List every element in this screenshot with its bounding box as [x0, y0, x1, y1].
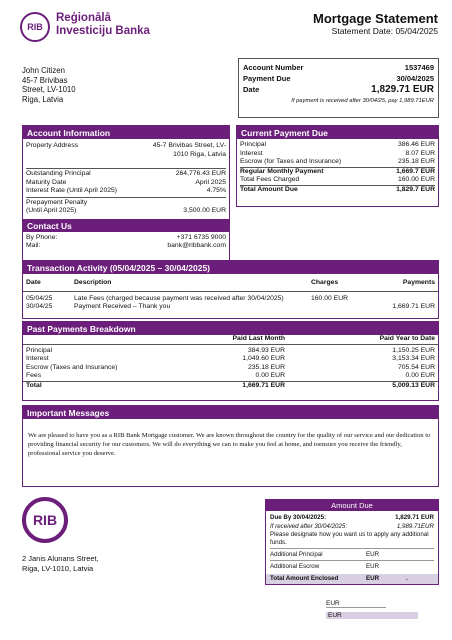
total-dot: .: [406, 575, 408, 582]
current-payment-title: Current Payment Due: [237, 126, 438, 139]
pp-ytd: 1,150.25 EUR: [392, 346, 435, 354]
account-info-title: Account Information: [23, 126, 229, 139]
pp-ytd: 3,153.34 EUR: [392, 355, 435, 362]
mail-value[interactable]: bank@ribbank.com: [167, 242, 226, 249]
instruction: Please designate how you want us to apply any additional funds.: [270, 531, 429, 546]
summary-box: [238, 58, 439, 118]
pp-last: 1,049.60 EUR: [242, 355, 285, 362]
current-payment-row: [240, 150, 435, 159]
cp-label: Escrow (for Taxes and Insurance): [240, 158, 342, 165]
rate-value: 4.75%: [206, 187, 226, 194]
customer-addr1: 45-7 Brivibas: [22, 75, 68, 85]
amount-due-title: Amount Due: [266, 500, 438, 511]
bank-name-line1: Reģionālā: [56, 12, 111, 24]
mail-label: Mail:: [26, 242, 41, 249]
pp-last: 1,669.71 EUR: [242, 381, 285, 389]
due-by-value: 1,829.71 EUR: [395, 514, 434, 521]
pp-ytd: 0.00 EUR: [405, 372, 435, 379]
outstanding-label: Outstanding Principal: [26, 170, 91, 177]
transaction-title: Transaction Activity (05/04/2025 – 30/04/2025): [23, 261, 438, 274]
pp-label: Principal: [26, 346, 53, 354]
current-payment-row: [240, 176, 435, 186]
table-row: [23, 381, 438, 390]
tx-payments: 1,669.71 EUR: [392, 303, 435, 310]
footer-addr2: Riga, LV-1010, Latvia: [22, 563, 94, 573]
cp-value: 1,829.7 EUR: [396, 185, 435, 193]
footer-logo-text: RIB: [32, 512, 58, 528]
due-value: 30/04/2025: [396, 74, 434, 83]
cp-label: Total Amount Due: [240, 185, 298, 193]
account-value: 1537469: [404, 63, 434, 72]
customer-addr3: Riga, Latvia: [22, 94, 64, 104]
customer-name: John Citizen: [22, 66, 65, 75]
current-payment-section: [236, 125, 439, 207]
tx-date: 30/04/25: [26, 303, 53, 310]
pp-header-last: Paid Last Month: [232, 335, 285, 342]
contact-title: Contact Us: [23, 219, 229, 232]
phone-value[interactable]: +371 6735 9000: [176, 233, 226, 241]
bottom-eur1[interactable]: EUR: [326, 600, 386, 608]
current-payment-row: [240, 141, 435, 150]
statement-date: Statement Date: 05/04/2025: [331, 26, 438, 36]
due-by-label: Due By 30/04/2025:: [270, 514, 327, 521]
maturity-value: April 2025: [195, 178, 226, 186]
pp-label: Interest: [26, 355, 49, 362]
pp-last: 384.93 EUR: [247, 346, 285, 354]
pp-label: Total: [26, 381, 42, 389]
table-row: [23, 372, 438, 381]
tx-charges: 160.00 EUR: [311, 294, 349, 302]
customer-address: [22, 66, 76, 104]
pp-ytd: 705.54 EUR: [397, 363, 435, 371]
add-principal-label: Additional Principal: [270, 551, 323, 558]
messages-section: [22, 405, 439, 487]
prepay-value: 3,500.00 EUR: [183, 207, 226, 214]
footer-addr1: 2 Janis Alunans Street,: [22, 554, 99, 563]
maturity-label: Maturity Date: [26, 178, 67, 186]
cp-value: 8.07 EUR: [405, 149, 435, 157]
account-info-section: [22, 125, 230, 262]
table-row: [23, 364, 438, 373]
bank-name: [56, 12, 150, 38]
customer-addr2: Street, LV-1010: [22, 85, 76, 94]
cp-label: Regular Monthly Payment: [240, 167, 324, 175]
pp-label: Fees: [26, 372, 42, 379]
cp-label: Interest: [240, 149, 263, 157]
table-row: [23, 344, 438, 355]
pp-header-ytd: Paid Year to Date: [379, 335, 435, 342]
tx-header-payments: Payments: [402, 279, 435, 286]
total-enclosed-label: Total Amount Enclosed: [270, 575, 339, 582]
pp-label: Escrow (Taxes and Insurance): [26, 363, 118, 371]
messages-body: We are pleased to have you as a RIB Bank Mortgage customer. We are known throughout the country for the quality of our service and our dedication to providing financial security for our customers. We will do everything we can to make you feel at home, and toensure you receive the friendly, professional service you deserve.: [28, 432, 431, 457]
tx-header-desc: Description: [74, 279, 112, 286]
past-payments-section: [22, 321, 439, 401]
logo-text: RIB: [27, 22, 43, 32]
bank-logo: [20, 12, 50, 42]
amount-value: 1,829.71 EUR: [371, 84, 434, 95]
account-label: Account Number: [243, 63, 304, 72]
after-value: 1,989.71EUR: [396, 523, 434, 530]
add-escrow-label: Additional Escrow: [270, 563, 320, 570]
cp-value: 386.46 EUR: [397, 141, 435, 148]
transaction-section: [22, 260, 439, 319]
footer-logo: [22, 497, 68, 543]
pp-ytd: 5,009.13 EUR: [392, 381, 435, 389]
pp-last: 0.00 EUR: [255, 372, 285, 379]
table-row: [23, 303, 438, 312]
bottom-eur2[interactable]: EUR: [326, 612, 418, 619]
cp-value: 235.18 EUR: [397, 158, 435, 165]
after-label: If received after 30/04/2025:: [270, 523, 348, 530]
date-label: Date: [243, 85, 260, 94]
tx-charges: [308, 303, 368, 312]
tx-desc: Late Fees (charged because payment was received after 30/04/2025): [74, 294, 284, 302]
tx-header-charges: Charges: [311, 279, 339, 286]
late-note: If payment is received after 30/04/25, pay 1,989.71EUR: [291, 98, 434, 104]
prepay-label2: (Until April 2025): [26, 207, 77, 214]
phone-label: By Phone:: [26, 233, 58, 241]
tx-date: 05/04/25: [26, 294, 53, 302]
add-escrow-cur[interactable]: EUR: [366, 563, 380, 570]
table-row: [23, 291, 438, 303]
tx-header-date: Date: [26, 279, 41, 286]
pp-last: 235.18 EUR: [247, 363, 285, 371]
page-title: Mortgage Statement: [313, 11, 438, 26]
tx-desc: Payment Received – Thank you: [74, 303, 171, 310]
cp-label: Principal: [240, 141, 267, 148]
prepay-label1: Prepayment Penalty: [26, 198, 88, 206]
cp-label: Total Fees Charged: [240, 176, 300, 183]
amount-due-section: [265, 499, 439, 585]
cp-value: 160.00 EUR: [397, 176, 435, 183]
current-payment-row: [240, 186, 435, 195]
cp-value: 1,669.7 EUR: [396, 167, 435, 175]
bank-name-line2: Investiciju Banka: [56, 25, 150, 37]
due-label: Payment Due: [243, 74, 291, 83]
past-payments-title: Past Payments Breakdown: [23, 322, 438, 335]
total-enclosed-cur[interactable]: EUR: [366, 575, 380, 582]
property-label: Property Address: [26, 142, 79, 149]
current-payment-row: [240, 168, 435, 177]
add-principal-cur[interactable]: EUR: [366, 551, 380, 558]
current-payment-row: [240, 158, 435, 168]
table-row: [23, 355, 438, 364]
tx-payments: [368, 291, 438, 303]
outstanding-value: 264,776.43 EUR: [175, 170, 226, 177]
property-value1: 45-7 Brivibas Street, LV-: [152, 142, 226, 149]
footer-address: [22, 554, 99, 573]
property-value2: 1010 Riga, Latvia: [173, 150, 226, 158]
rate-label: Interest Rate (Until April 2025): [26, 187, 118, 194]
messages-title: Important Messages: [23, 406, 438, 419]
